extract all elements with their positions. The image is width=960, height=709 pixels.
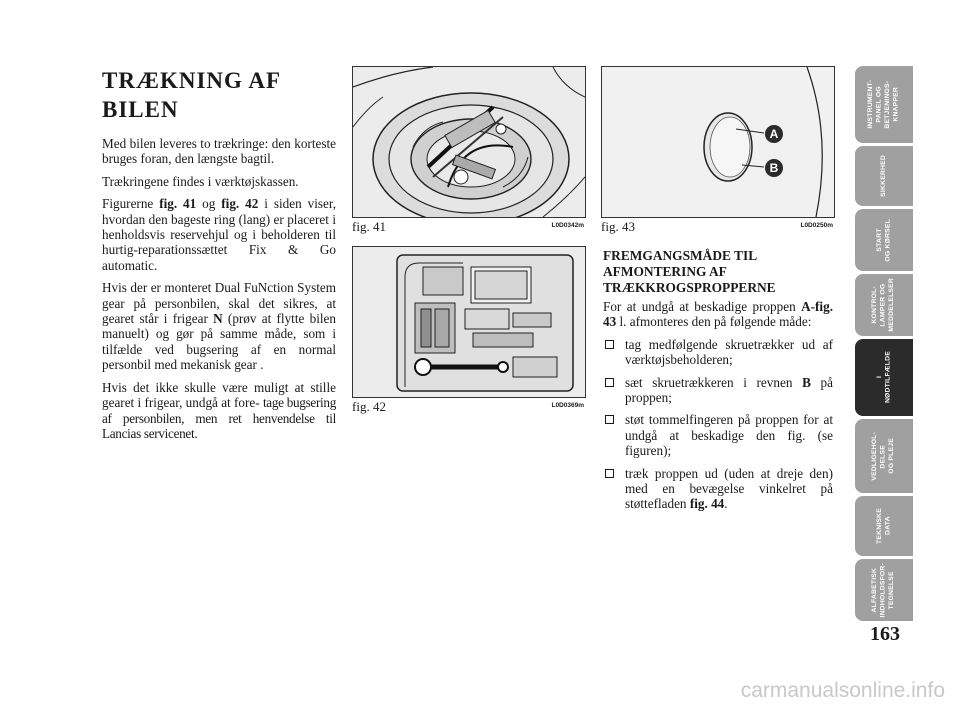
figure-43-caption: fig. 43 xyxy=(601,219,635,234)
section-title xyxy=(102,66,336,124)
bullet-item-4: træk proppen ud (uden at dreje den) med en bevægelse vinkelret på støttefladen fig. 44. xyxy=(603,466,833,512)
procedure-heading: FREMGANGSMÅDE TIL AFMONTERING AF TRÆKKROGSPROPPERNE xyxy=(603,248,776,295)
label-a: A xyxy=(769,127,779,141)
checkbox-bullet-icon xyxy=(605,469,614,478)
fig43-ref: A-fig. 43 xyxy=(603,299,833,330)
tab-maintenance[interactable]: VEDLIGEHOL- DELSE OG PLEJE xyxy=(855,419,913,493)
figure-41-image xyxy=(352,66,586,218)
paragraph-dfn-gear: Hvis der er monteret Dual FuNction System gear på personbilen, skal det sikres, at gearet står i frigear N (prøv at flytte bilen manuelt) og gør på samme måde, som i tilfælde ved bugsering af en normal personbil med mekanisk gear . xyxy=(102,280,336,373)
tab-instrument-panel[interactable]: INSTRUMENT- PANEL OG BETJENINGS- KNAPPER xyxy=(855,66,913,143)
neutral-gear-ref: N xyxy=(213,311,223,327)
figure-41-code: L0D0342m xyxy=(551,222,584,229)
paragraph-no-neutral: Hvis det ikke skulle være muligt at stille gearet i frigear, undgå at fore- tage bugsering af personbilen, men ret henvendelse til Lancias servicenet. xyxy=(102,379,337,441)
paragraph-tow-rings: Med bilen leveres to trækringe: den korteste bruges foran, den længste bagtil. xyxy=(102,136,336,167)
paragraph-toolbox: Trækringene findes i værktøjskassen. xyxy=(102,173,299,189)
tab-safety[interactable]: SIKKERHED xyxy=(855,146,913,206)
figure-43-code: L0D0250m xyxy=(800,222,833,229)
checkbox-bullet-icon xyxy=(605,415,614,424)
tab-start-driving[interactable]: START OG KØRSEL xyxy=(855,209,913,271)
fig42-ref: fig. 42 xyxy=(221,196,259,212)
tab-index[interactable]: ALFABETISK INDHOLDSFOR- TEGNELSE xyxy=(855,559,913,621)
figure-42-code: L0D0369m xyxy=(551,402,584,409)
checkbox-bullet-icon xyxy=(605,340,614,349)
paragraph-figures: Figurerne fig. 41 og fig. 42 i siden viser, hvordan den bageste ring (lang) er placeret i henholdsvis reservehjul og i beholderen til hurtig-reparationssættet Fix & Go automatic. xyxy=(102,196,337,273)
figure-42-caption: fig. 42 xyxy=(352,399,386,414)
fig44-ref: fig. 44 xyxy=(689,496,725,512)
section-title-line2: BILEN xyxy=(102,97,179,122)
bullet-item-1: tag medfølgende skruetrækker ud af værktøjsbeholderen; xyxy=(603,337,833,368)
figure-41-caption: fig. 41 xyxy=(352,219,386,234)
tab-warning-lights[interactable]: KONTROL- LAMPER OG MEDDELELSER xyxy=(855,274,913,336)
tab-technical-data[interactable]: TEKNISKE DATA xyxy=(855,496,913,556)
watermark: carmanualsonline.info xyxy=(740,679,945,702)
section-title-line1: TRÆKNING AF xyxy=(102,68,282,93)
procedure-intro: For at undgå at beskadige proppen A-fig. 43 l. afmonteres den på følgende måde: xyxy=(603,299,833,330)
fig41-ref: fig. 41 xyxy=(159,196,197,212)
tab-emergency[interactable]: I NØDTILFÆLDE xyxy=(855,339,913,416)
figure-43-image xyxy=(601,66,835,218)
right-column xyxy=(603,248,833,519)
left-column xyxy=(102,66,336,448)
checkbox-bullet-icon xyxy=(605,378,614,387)
label-b: B xyxy=(769,161,779,175)
bullet-item-3: støt tommelfingeren på proppen for at undgå at beskadige den fig. (se figuren); xyxy=(603,412,833,458)
bullet-item-2: sæt skruetrækkeren i revnen B på proppen; xyxy=(603,375,833,406)
figure-42-image xyxy=(352,246,586,398)
page-number: 163 xyxy=(870,623,900,645)
